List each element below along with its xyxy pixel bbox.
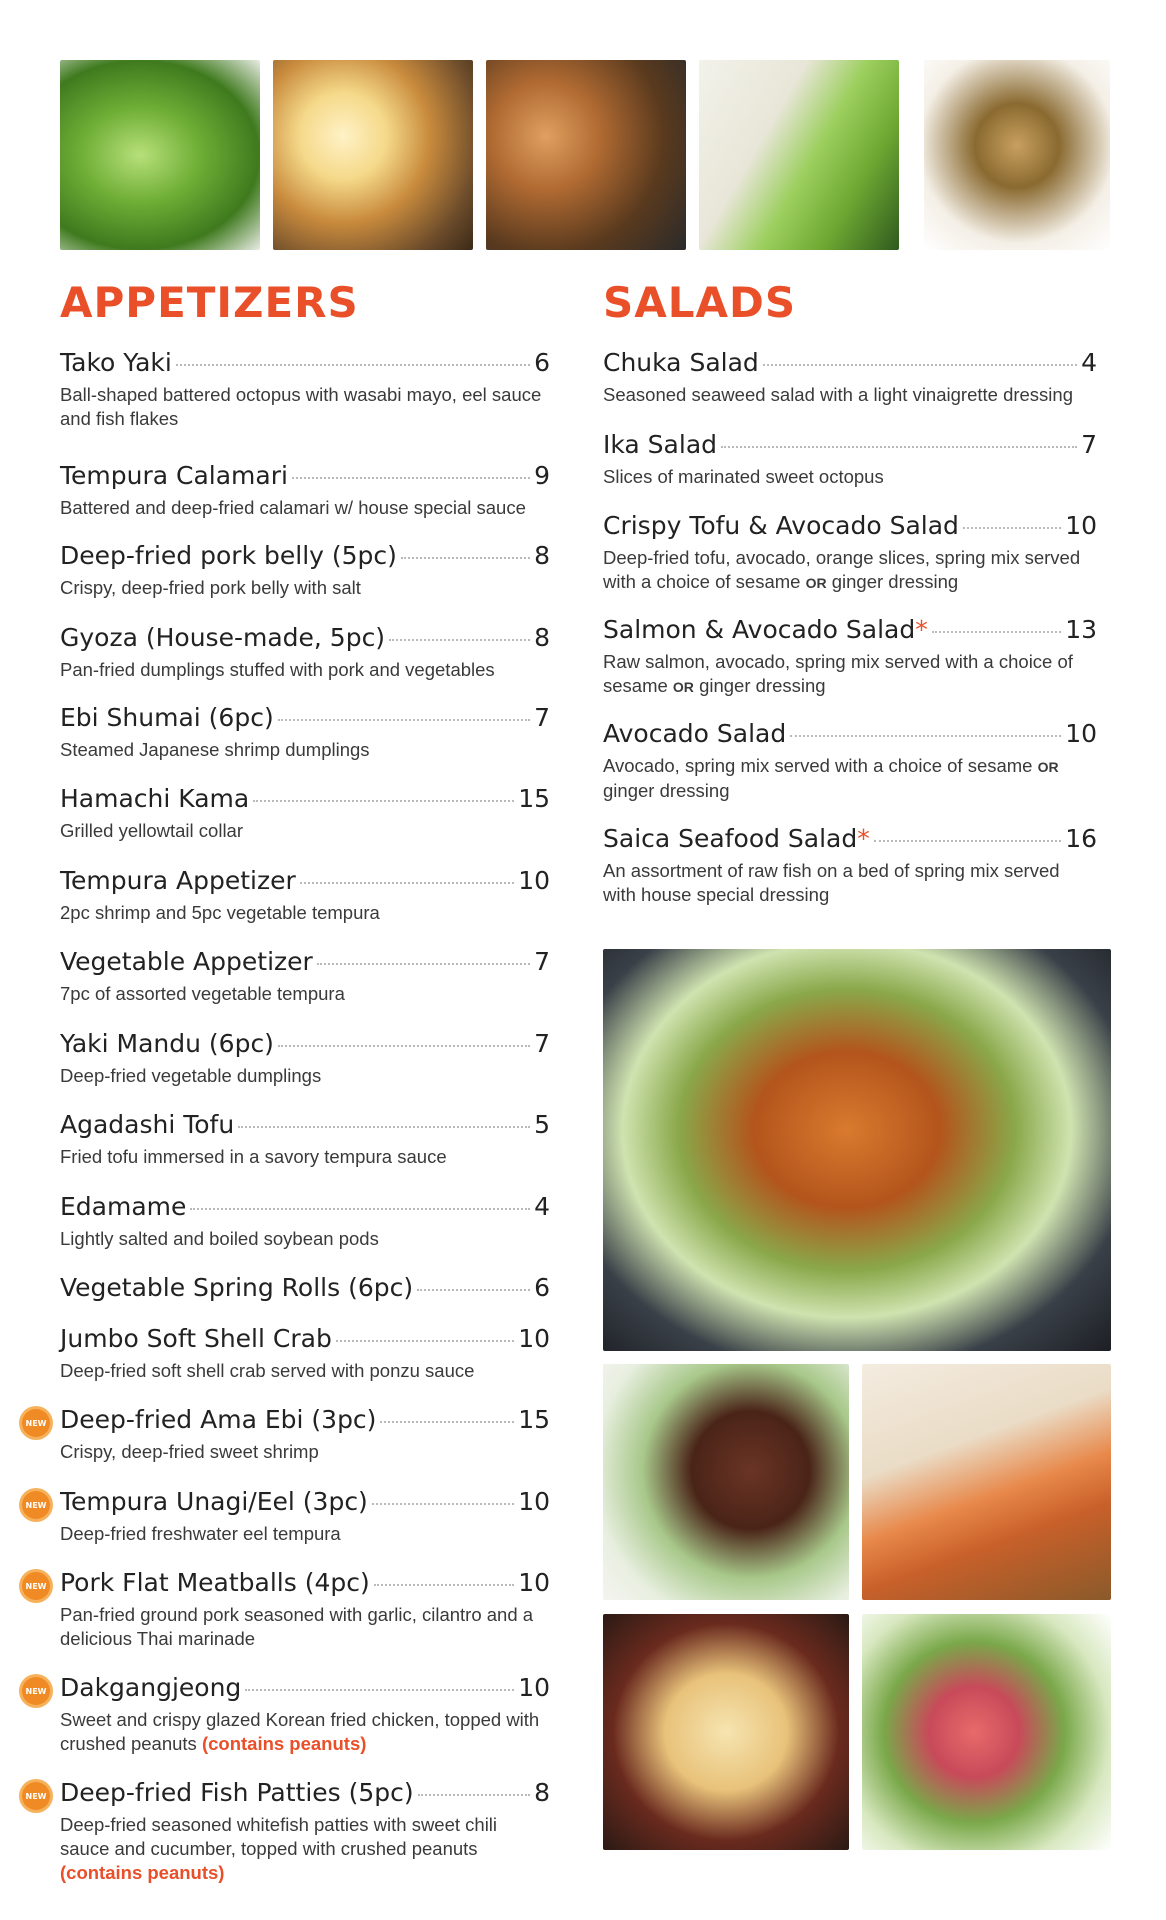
item-price: 6	[534, 348, 550, 377]
dot-leader	[418, 1794, 530, 1796]
item-price: 4	[534, 1192, 550, 1221]
new-badge-icon: NEW	[22, 1782, 50, 1810]
item-name: Gyoza (House-made, 5pc)	[60, 623, 386, 652]
item-name: Jumbo Soft Shell Crab	[60, 1324, 332, 1353]
item-description: 2pc shrimp and 5pc vegetable tempura	[60, 902, 380, 923]
menu-item-hamachi-kama	[60, 784, 550, 843]
item-name: Tempura Unagi/Eel (3pc)	[60, 1487, 368, 1516]
new-badge-icon: NEW	[22, 1572, 50, 1600]
menu-item-spring-rolls	[60, 1273, 550, 1302]
dot-leader	[317, 963, 530, 965]
item-description: Deep-fried freshwater eel tempura	[60, 1523, 341, 1544]
item-description	[60, 1813, 550, 1885]
item-description: Lightly salted and boiled soybean pods	[60, 1228, 379, 1249]
item-price: 7	[534, 947, 550, 976]
soft-shell-crab-photo	[924, 60, 1110, 250]
dot-leader	[374, 1584, 514, 1586]
menu-item-avocado-salad	[603, 719, 1097, 803]
item-name: Vegetable Appetizer	[60, 947, 313, 976]
item-price: 10	[518, 1324, 550, 1353]
item-name: Deep-fried pork belly (5pc)	[60, 541, 397, 570]
desc-text: Avocado, spring mix served with a choice of sesame	[603, 755, 1033, 776]
meatballs-photo	[603, 1364, 849, 1600]
dot-leader	[176, 364, 530, 366]
menu-item-dakgangjeong	[25, 1673, 550, 1756]
item-name: Tempura Appetizer	[60, 866, 296, 895]
item-name: Ebi Shumai (6pc)	[60, 703, 274, 732]
dot-leader	[278, 1045, 530, 1047]
item-description: 7pc of assorted vegetable tempura	[60, 983, 345, 1004]
item-description	[603, 650, 1097, 699]
dot-leader	[190, 1208, 530, 1210]
seafood-salad-photo	[862, 1614, 1111, 1850]
item-name-text: Saica Seafood Salad	[603, 824, 858, 853]
new-badge-icon: NEW	[22, 1491, 50, 1519]
desc-text: ginger dressing	[831, 571, 959, 592]
desc-text: Raw salmon, avocado, spring mix served with a choice of sesame	[603, 651, 1073, 696]
item-name: Vegetable Spring Rolls (6pc)	[60, 1273, 414, 1302]
item-price: 10	[518, 866, 550, 895]
new-badge-icon: NEW	[22, 1677, 50, 1705]
dot-leader	[721, 446, 1077, 448]
menu-item-tempura-unagi	[25, 1487, 550, 1546]
item-name: Ika Salad	[603, 430, 718, 459]
item-name	[603, 824, 870, 853]
item-price: 4	[1081, 348, 1097, 377]
item-name-text: Salmon & Avocado Salad	[603, 615, 916, 644]
dot-leader	[238, 1126, 530, 1128]
menu-item-yaki-mandu	[60, 1029, 550, 1088]
item-price: 15	[518, 784, 550, 813]
raw-star: *	[857, 824, 870, 853]
item-price: 13	[1065, 615, 1097, 644]
item-name: Agadashi Tofu	[60, 1110, 235, 1139]
menu-item-seafood-salad	[603, 824, 1097, 907]
menu-item-pork-belly	[60, 541, 550, 600]
desc-text: Deep-fried seasoned whitefish patties with sweet chili sauce and cucumber, topped with crushed peanuts	[60, 1814, 498, 1859]
item-name: Dakgangjeong	[60, 1673, 242, 1702]
or-label: OR	[805, 575, 827, 591]
menu-item-pork-meatballs	[25, 1568, 550, 1651]
dot-leader	[300, 882, 514, 884]
item-price: 10	[518, 1568, 550, 1597]
item-name: Deep-fried Fish Patties (5pc)	[60, 1778, 414, 1807]
dot-leader	[401, 557, 530, 559]
tako-yaki-photo	[486, 60, 686, 250]
menu-item-tempura-calamari	[60, 461, 550, 520]
dot-leader	[932, 631, 1061, 633]
item-description: Pan-fried dumplings stuffed with pork and vegetables	[60, 659, 495, 680]
menu-item-vegetable-appetizer	[60, 947, 550, 1006]
tempura-photo	[603, 1614, 849, 1850]
menu-item-salmon-avocado-salad	[603, 615, 1097, 699]
menu-item-chuka-salad	[603, 348, 1097, 407]
item-description: Ball-shaped battered octopus with wasabi mayo, eel sauce and fish flakes	[60, 384, 542, 429]
menu-item-ika-salad	[603, 430, 1097, 489]
item-description: Deep-fried soft shell crab served with ponzu sauce	[60, 1360, 475, 1381]
desc-text: ginger dressing	[603, 780, 730, 801]
peanut-warning: (contains peanuts)	[201, 1733, 367, 1754]
item-name: Edamame	[60, 1192, 187, 1221]
item-description	[60, 1708, 550, 1756]
item-price: 7	[534, 1029, 550, 1058]
dot-leader	[790, 735, 1061, 737]
desc-text: Deep-fried tofu, avocado, orange slices, spring mix served with a choice of sesame	[603, 547, 1081, 592]
agedashi-tofu-photo	[273, 60, 473, 250]
menu-item-tofu-avocado-salad	[603, 511, 1097, 595]
menu-item-agadashi-tofu	[60, 1110, 550, 1169]
dot-leader	[253, 800, 514, 802]
item-name: Pork Flat Meatballs (4pc)	[60, 1568, 370, 1597]
menu-item-gyoza	[60, 623, 550, 682]
dot-leader	[417, 1289, 530, 1291]
menu-item-ebi-shumai	[60, 703, 550, 762]
menu-item-edamame	[60, 1192, 550, 1251]
item-name: Chuka Salad	[603, 348, 759, 377]
item-description: Pan-fried ground pork seasoned with garlic, cilantro and a delicious Thai marinade	[60, 1604, 534, 1649]
peanut-warning: (contains peanuts)	[60, 1862, 225, 1883]
item-price: 8	[534, 623, 550, 652]
item-price: 9	[534, 461, 550, 490]
menu-item-ama-ebi	[25, 1405, 550, 1464]
raw-star: *	[915, 615, 928, 644]
item-price: 8	[534, 1778, 550, 1807]
item-name	[603, 615, 928, 644]
item-price: 6	[534, 1273, 550, 1302]
item-name: Tako Yaki	[60, 348, 172, 377]
desc-text: Sweet and crispy glazed Korean fried chicken, topped with crushed peanuts	[60, 1709, 540, 1754]
dot-leader	[963, 527, 1061, 529]
item-description: Deep-fried vegetable dumplings	[60, 1065, 322, 1086]
dot-leader	[245, 1689, 514, 1691]
item-name: Crispy Tofu & Avocado Salad	[603, 511, 959, 540]
item-description: Slices of marinated sweet octopus	[603, 466, 884, 487]
menu-item-soft-shell-crab	[60, 1324, 550, 1383]
item-price: 5	[534, 1110, 550, 1139]
item-price: 10	[518, 1673, 550, 1702]
item-name: Hamachi Kama	[60, 784, 250, 813]
dot-leader	[278, 719, 530, 721]
fried-chicken-photo	[603, 949, 1111, 1351]
item-price: 10	[518, 1487, 550, 1516]
menu-item-fish-patties	[25, 1778, 550, 1885]
item-price: 8	[534, 541, 550, 570]
or-label: OR	[672, 679, 694, 695]
menu-item-tako-yaki	[60, 348, 550, 431]
item-price: 10	[1065, 719, 1097, 748]
item-price: 7	[1081, 430, 1097, 459]
dot-leader	[336, 1340, 514, 1342]
item-name: Deep-fried Ama Ebi (3pc)	[60, 1405, 377, 1434]
item-name: Yaki Mandu (6pc)	[60, 1029, 274, 1058]
dot-leader	[372, 1503, 514, 1505]
dot-leader	[380, 1421, 514, 1423]
avocado-salad-photo	[699, 60, 899, 250]
item-description: Battered and deep-fried calamari w/ house special sauce	[60, 497, 526, 518]
item-name: Tempura Calamari	[60, 461, 288, 490]
dot-leader	[763, 364, 1077, 366]
item-price: 7	[534, 703, 550, 732]
item-description: An assortment of raw fish on a bed of spring mix served with house special dressing	[603, 860, 1060, 905]
item-description: Steamed Japanese shrimp dumplings	[60, 739, 370, 760]
item-price: 10	[1065, 511, 1097, 540]
item-description	[603, 546, 1097, 595]
dot-leader	[292, 477, 530, 479]
appetizers-title: APPETIZERS	[60, 278, 359, 327]
item-description: Crispy, deep-fried sweet shrimp	[60, 1441, 319, 1462]
item-description: Seasoned seaweed salad with a light vinaigrette dressing	[603, 384, 1073, 405]
menu-item-tempura-appetizer	[60, 866, 550, 925]
item-description	[603, 754, 1097, 803]
salads-title: SALADS	[603, 278, 797, 327]
item-price: 15	[518, 1405, 550, 1434]
item-description: Crispy, deep-fried pork belly with salt	[60, 577, 361, 598]
or-label: OR	[1037, 759, 1059, 775]
dot-leader	[874, 840, 1061, 842]
item-name: Avocado Salad	[603, 719, 787, 748]
item-description: Fried tofu immersed in a savory tempura sauce	[60, 1146, 447, 1167]
item-price: 16	[1065, 824, 1097, 853]
ama-ebi-photo	[862, 1364, 1111, 1600]
new-badge-icon: NEW	[22, 1409, 50, 1437]
dot-leader	[389, 639, 530, 641]
desc-text: ginger dressing	[699, 675, 826, 696]
item-description: Grilled yellowtail collar	[60, 820, 244, 841]
edamame-photo	[60, 60, 260, 250]
